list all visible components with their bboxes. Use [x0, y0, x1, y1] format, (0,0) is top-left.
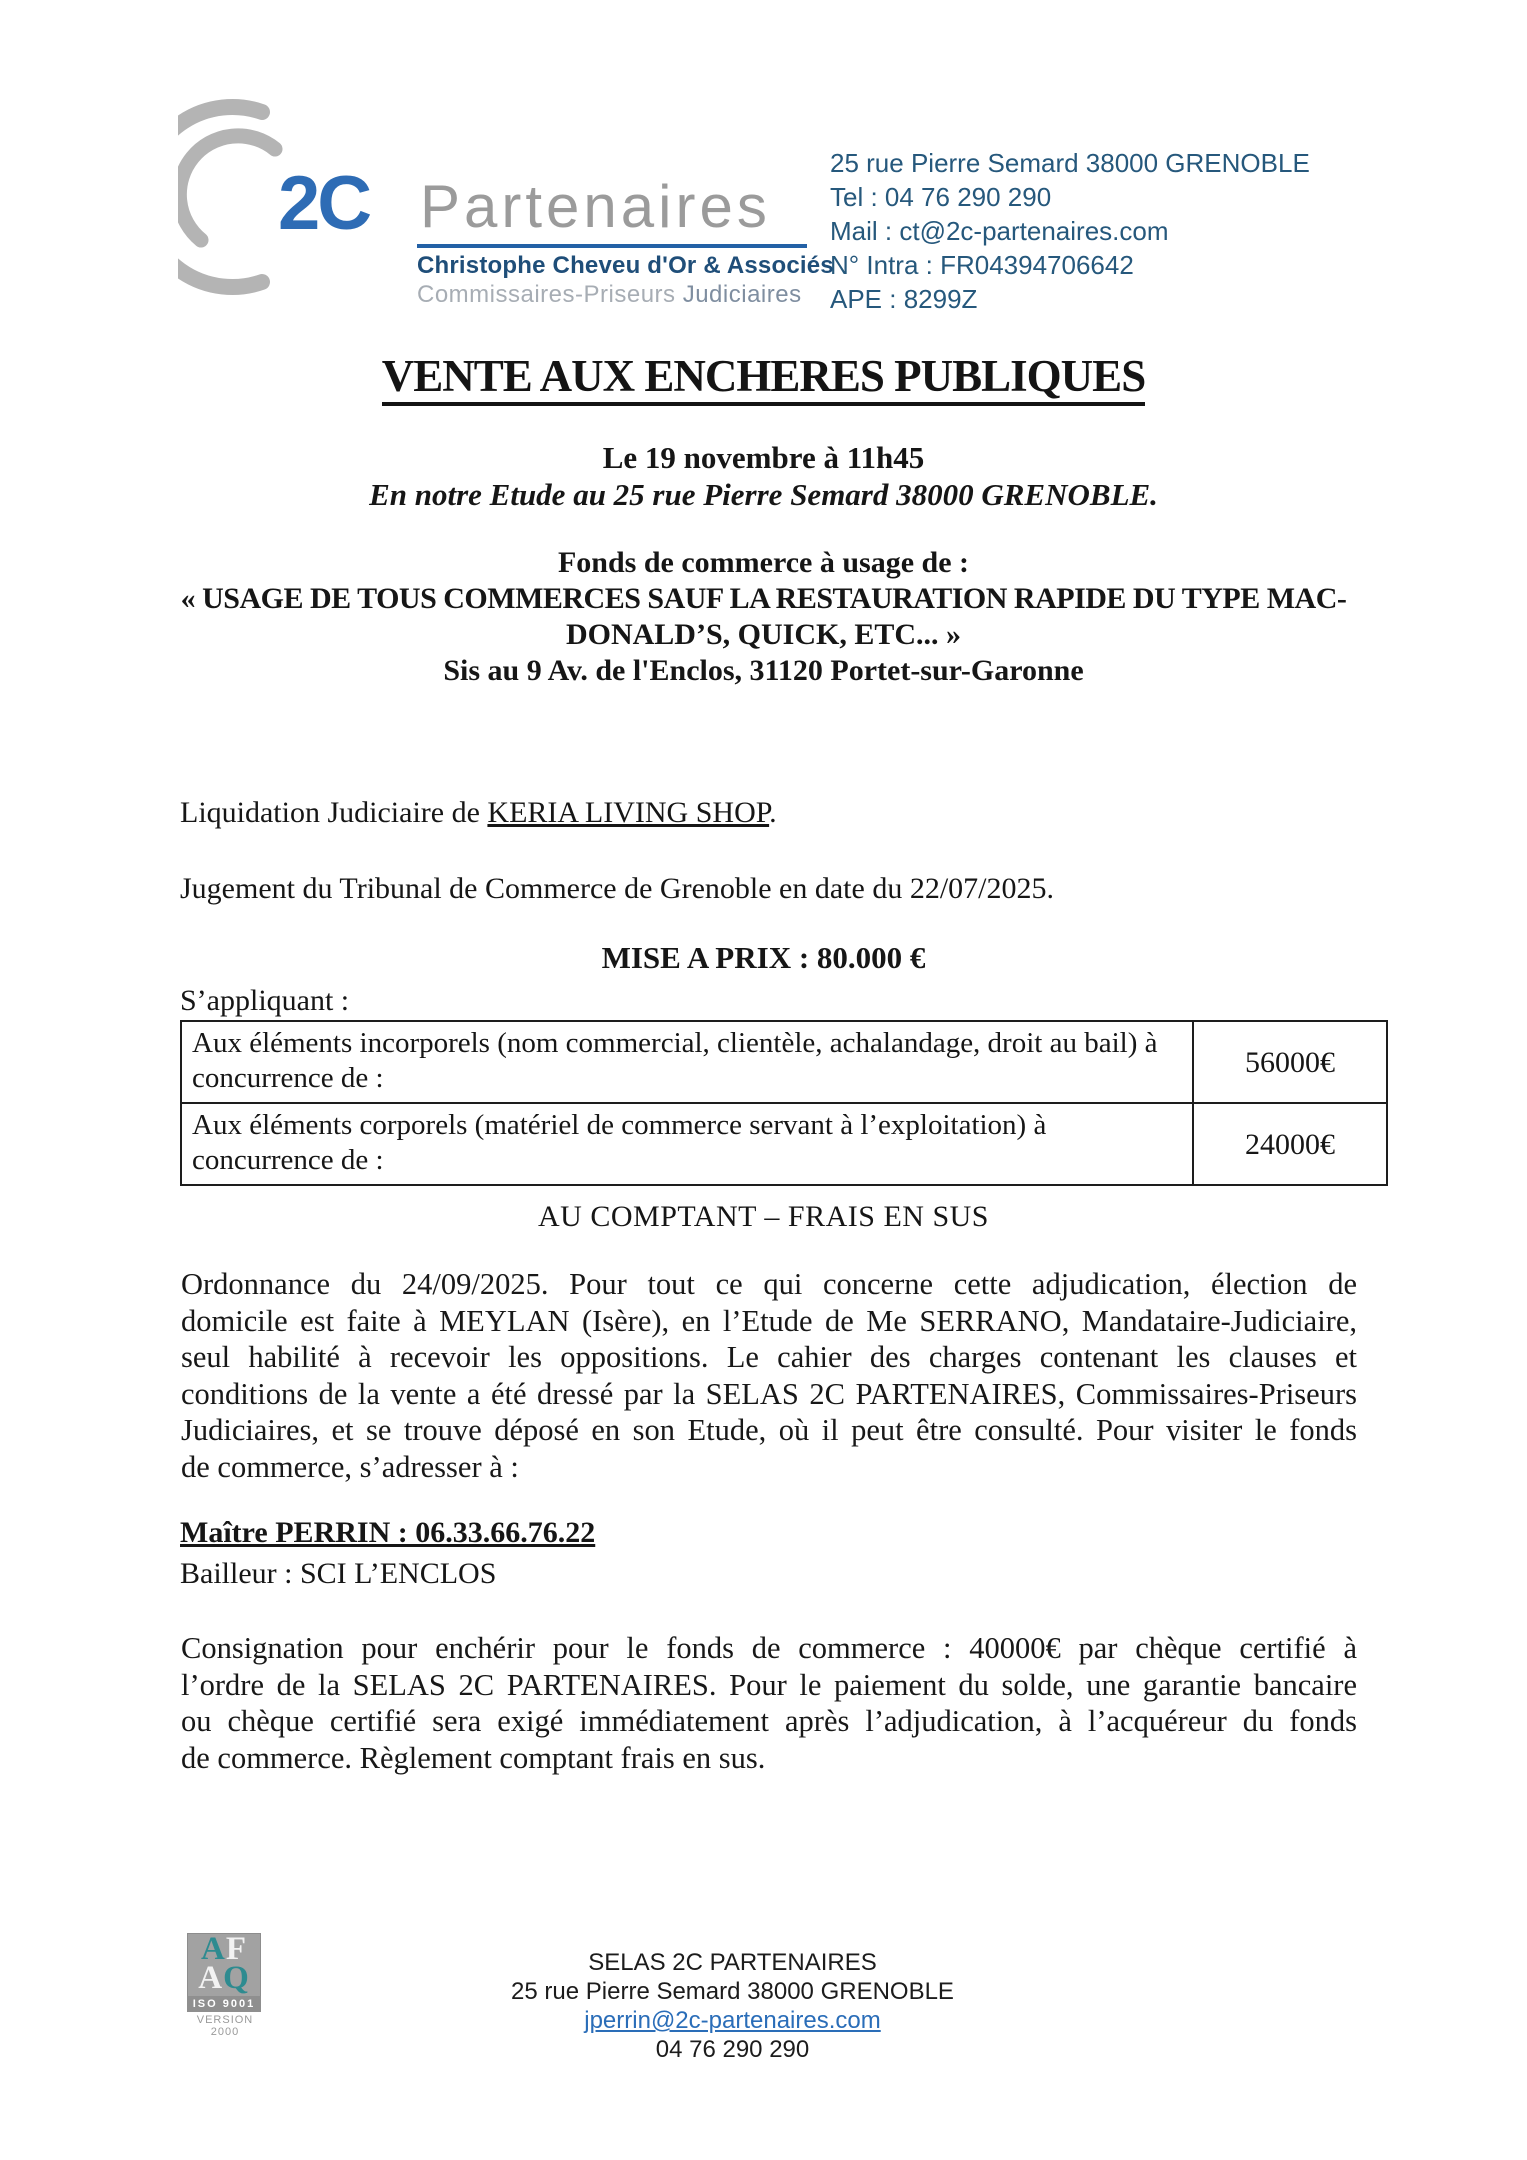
afaq-version-text: VERSION 2000	[196, 2014, 254, 2038]
row-label-incorporels: Aux éléments incorporels (nom commercial, clientèle, achalandage, droit au bail) à concurrence de :	[181, 1021, 1193, 1103]
text-line: seul habilité à recevoir les oppositions. Le cahier des charges contenant les clauses et	[181, 1340, 1357, 1374]
afaq-letters-bottom: AQ	[198, 1960, 250, 1996]
text-line: ou chèque certifié sera exigé immédiatement après l’adjudication, à l’acquéreur du fonds	[181, 1704, 1357, 1738]
text-line: domicile est faite à MEYLAN (Isère), en l’Etude de Me SERRANO, Mandataire-Judiciaire,	[181, 1303, 1357, 1338]
logo-subtitle-profession	[417, 281, 802, 309]
logo-2c-text: 2C	[278, 161, 370, 246]
afaq-letters-top: AF	[200, 1931, 247, 1967]
logo-subtitle-dark: Judiciaires	[682, 281, 802, 308]
usage-line2: DONALD’S, QUICK, ETC... »	[565, 618, 962, 651]
footer-company: SELAS 2C PARTENAIRES	[588, 1949, 877, 1976]
liquidation-line	[180, 796, 777, 830]
text-line: Consignation pour enchérir pour le fonds de commerce : 40000€ par chèque certifié à	[181, 1631, 1357, 1665]
business-address: Sis au 9 Av. de l'Enclos, 31120 Portet-sur-Garonne	[443, 654, 1084, 687]
ordonnance-paragraph	[181, 1266, 1357, 1485]
price-breakdown-table	[180, 1020, 1388, 1186]
usage-intro: Fonds de commerce à usage de :	[557, 546, 970, 579]
deposit-paragraph	[181, 1630, 1357, 1776]
footer-email-line	[0, 2006, 1465, 2035]
footer-phone: 04 76 290 290	[655, 2036, 810, 2063]
afaq-iso-band: ISO 9001	[187, 1996, 261, 2012]
row-label-corporels: Aux éléments corporels (matériel de commerce servant à l’exploitation) à concurrence de :	[181, 1103, 1193, 1185]
logo-divider	[417, 244, 807, 248]
auction-place: En notre Etude au 25 rue Pierre Semard 38000 GRENOBLE.	[369, 477, 1158, 512]
table-row	[181, 1021, 1387, 1103]
text-line: 25 rue Pierre Semard 38000 GRENOBLE	[830, 148, 1310, 178]
footer-block	[0, 1948, 1465, 2064]
text-line: conditions de la vente a été dressé par la SELAS 2C PARTENAIRES, Commissaires-Priseurs	[181, 1376, 1357, 1411]
judgment-line: Jugement du Tribunal de Commerce de Grenoble en date du 22/07/2025.	[180, 872, 1054, 905]
usage-line1: « USAGE DE TOUS COMMERCES SAUF LA RESTAURATION RAPIDE DU TYPE MAC-	[180, 582, 1347, 615]
text-line: l’ordre de la SELAS 2C PARTENAIRES. Pour le paiement du solde, une garantie bancaire	[181, 1667, 1357, 1702]
text-line: de commerce, s’adresser à :	[181, 1449, 519, 1484]
contact-info	[830, 146, 1310, 316]
email-link[interactable]: jperrin@2c-partenaires.com	[584, 2007, 881, 2034]
text-line: Judiciaires, et se trouve déposé en son Etude, où il peut être consulté. Pour visiter le fonds	[181, 1413, 1357, 1447]
liquidation-suffix: .	[769, 796, 777, 829]
row-amount-corporels: 24000€	[1193, 1103, 1387, 1185]
logo-subtitle-associates: Christophe Cheveu d'Or & Associés	[417, 252, 834, 279]
text-line: de commerce. Règlement comptant frais en sus.	[181, 1740, 766, 1775]
visit-contact: Maître PERRIN : 06.33.66.76.22	[180, 1516, 596, 1549]
text-line: Tel : 04 76 290 290	[830, 182, 1052, 212]
table-row	[181, 1103, 1387, 1185]
payment-terms-heading: AU COMPTANT – FRAIS EN SUS	[538, 1200, 989, 1233]
auction-date: Le 19 novembre à 11h45	[602, 440, 925, 475]
applies-to-label: S’appliquant :	[180, 984, 350, 1017]
logo-partenaires-text: Partenaires	[420, 173, 771, 240]
lessor-line: Bailleur : SCI L’ENCLOS	[180, 1557, 497, 1590]
page-title: VENTE AUX ENCHERES PUBLIQUES	[0, 350, 1527, 402]
liquidation-prefix: Liquidation Judiciaire de	[180, 796, 488, 829]
debtor-name: KERIA LIVING SHOP	[487, 796, 770, 829]
starting-price: MISE A PRIX : 80.000 €	[601, 940, 926, 975]
text-line: APE : 8299Z	[830, 284, 978, 314]
text-line: Mail : ct@2c-partenaires.com	[830, 216, 1169, 246]
text-line: Ordonnance du 24/09/2025. Pour tout ce qui concerne cette adjudication, élection de	[181, 1267, 1357, 1301]
row-amount-incorporels: 56000€	[1193, 1021, 1387, 1103]
text-line: N° Intra : FR04394706642	[830, 250, 1134, 280]
footer-address: 25 rue Pierre Semard 38000 GRENOBLE	[511, 1978, 954, 2005]
logo-subtitle-light: Commissaires-Priseurs	[417, 281, 676, 308]
